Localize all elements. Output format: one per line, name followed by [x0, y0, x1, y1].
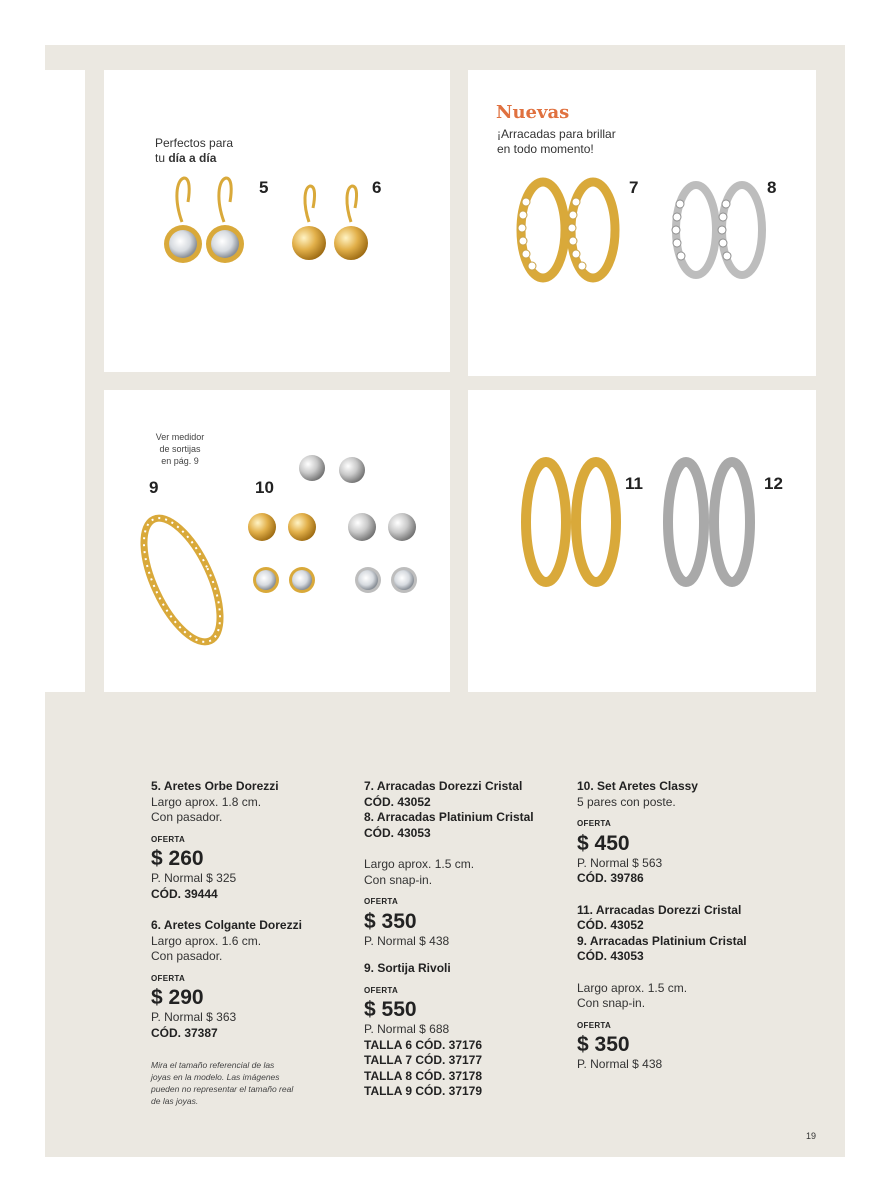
hoop-8-left: [672, 185, 716, 275]
note-line-3: en pág. 9: [161, 456, 199, 466]
product-11-12-normal-price: P. Normal $ 438: [577, 1057, 663, 1071]
hoop-11-right: [576, 462, 616, 582]
subtitle-line-1: ¡Arracadas para brillar: [497, 127, 616, 141]
product-7-8-offer-label: OFERTA: [364, 897, 399, 906]
item-number-11: 11: [625, 474, 643, 493]
product-10-description: 5 pares con poste.: [577, 794, 676, 809]
product-10-code: CÓD. 39786: [577, 871, 644, 885]
product-8-code: CÓD. 43053: [364, 825, 431, 840]
product-column-3: [577, 779, 787, 1073]
panel-hoops-7-8: [468, 70, 816, 376]
new-heading: Nuevas: [496, 102, 570, 123]
ring-size-9-code: TALLA 9 CÓD. 37179: [364, 1084, 483, 1098]
earring-5-right: [206, 178, 244, 263]
product-11-12-closure: Con snap-in.: [577, 996, 646, 1010]
product-5-price: $ 260: [151, 847, 204, 870]
item-number-5: 5: [259, 178, 269, 197]
product-column-2: [364, 779, 564, 1100]
subtitle-line-2: en todo momento!: [497, 142, 594, 156]
note-line-2: de sortijas: [159, 444, 201, 454]
hoop-7-left: [518, 182, 565, 278]
product-7-8-normal-price: P. Normal $ 438: [364, 933, 450, 948]
product-7-8-closure: Con snap-in.: [364, 872, 433, 887]
earring-5-left: [164, 178, 202, 263]
product-11-title: 11. Arracadas Dorezzi Cristal: [577, 902, 742, 917]
product-6-price: $ 290: [151, 986, 204, 1009]
product-6-code: CÓD. 37387: [151, 1025, 218, 1040]
product-5-code: CÓD. 39444: [151, 886, 218, 901]
product-5-closure: Con pasador.: [151, 810, 223, 824]
panel-hoops-11-12: [468, 390, 816, 692]
item-number-12: 12: [764, 474, 783, 493]
product-column-1: [151, 779, 341, 1107]
product-7-code: CÓD. 43052: [364, 794, 431, 809]
product-5-length: Largo aprox. 1.8 cm.: [151, 794, 262, 809]
product-10-price: $ 450: [577, 831, 630, 855]
product-9-title: 9. Sortija Rivoli: [364, 961, 451, 975]
earring-6-right: [334, 186, 368, 260]
ring-size-6-code: TALLA 6 CÓD. 37176: [364, 1037, 483, 1052]
product-8-title: 8. Arracadas Platinium Cristal: [364, 810, 534, 824]
product-5-normal-price: P. Normal $ 325: [151, 871, 237, 885]
product-6-length: Largo aprox. 1.6 cm.: [151, 933, 262, 948]
product-10-title: 10. Set Aretes Classy: [577, 779, 698, 793]
ring-size-8-code: TALLA 8 CÓD. 37178: [364, 1068, 483, 1083]
item-number-6: 6: [372, 178, 382, 197]
product-7-8-price: $ 350: [364, 909, 417, 933]
ring-size-7-code: TALLA 7 CÓD. 37177: [364, 1053, 483, 1067]
panel-earrings-5-6: [104, 70, 450, 372]
hoop-11-left: [526, 462, 566, 582]
tagline-line-1: Perfectos para: [155, 136, 234, 150]
product-platinium-title: 9. Arracadas Platinium Cristal: [577, 933, 747, 948]
hoops-7-8-image[interactable]: [468, 70, 816, 376]
product-11-12-offer-label: OFERTA: [577, 1020, 612, 1030]
tagline-line-2: tu día a día: [155, 151, 217, 165]
item-number-8: 8: [767, 178, 777, 197]
product-6-closure: Con pasador.: [151, 949, 223, 963]
earrings-5-6-image[interactable]: [104, 70, 450, 372]
product-9-offer-label: OFERTA: [364, 985, 399, 995]
product-6-normal-price: P. Normal $ 363: [151, 1010, 237, 1024]
hoop-8-right: [718, 185, 762, 275]
ring-9: [128, 507, 235, 652]
product-6-offer-label: OFERTA: [151, 973, 186, 983]
panel-ring-earring-set: [104, 390, 450, 692]
note-line-1: Ver medidor: [155, 432, 205, 442]
hoop-7-right: [568, 182, 615, 278]
hoop-12-left: [668, 462, 704, 582]
item-number-7: 7: [629, 178, 639, 197]
page-number: 19: [806, 1131, 817, 1141]
product-11-code: CÓD. 43052: [577, 918, 644, 932]
product-5-offer-label: OFERTA: [151, 834, 186, 844]
product-10-normal-price: P. Normal $ 563: [577, 855, 663, 870]
product-11-12-length: Largo aprox. 1.5 cm.: [577, 980, 688, 995]
earring-6-left: [292, 186, 326, 260]
item-number-9: 9: [149, 478, 159, 497]
product-7-8-length: Largo aprox. 1.5 cm.: [364, 857, 475, 871]
product-5-title: 5. Aretes Orbe Dorezzi: [151, 779, 279, 793]
hoops-11-12-image[interactable]: [468, 390, 816, 692]
size-disclaimer: Mira el tamaño referencial de las joyas en la modelo. Las imágenes pueden no representar el tamaño real de las joyas.: [151, 1060, 294, 1106]
item-number-10: 10: [255, 478, 274, 497]
hoop-12-right: [714, 462, 750, 582]
earring-set-10: [248, 455, 417, 593]
product-7-title: 7. Arracadas Dorezzi Cristal: [364, 779, 523, 793]
product-9-normal-price: P. Normal $ 688: [364, 1022, 450, 1036]
product-9-price: $ 550: [364, 998, 417, 1021]
ring-and-earring-set-image[interactable]: [104, 390, 450, 692]
product-6-title: 6. Aretes Colgante Dorezzi: [151, 918, 302, 932]
product-platinium-code: CÓD. 43053: [577, 949, 644, 963]
product-10-offer-label: OFERTA: [577, 819, 612, 828]
product-11-12-price: $ 350: [577, 1033, 630, 1056]
left-white-strip: [45, 70, 85, 692]
